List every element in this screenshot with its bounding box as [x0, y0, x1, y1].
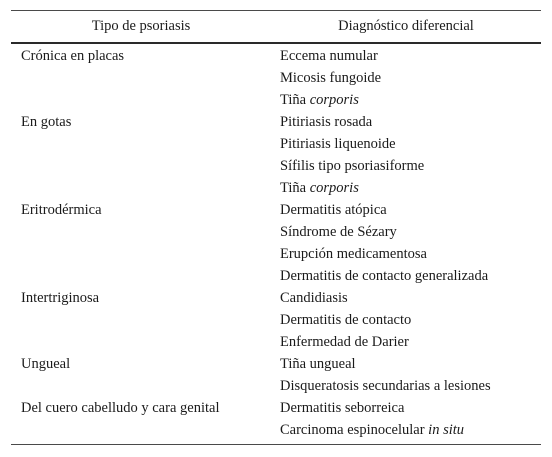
- differential-diagnosis-cell: [269, 202, 541, 219]
- diagnosis-italic-text: in situ: [428, 421, 465, 438]
- diagnosis-text: Dermatitis de contacto generalizada: [280, 267, 489, 284]
- table-row: [11, 309, 541, 331]
- table-row: [11, 287, 541, 309]
- diagnosis-text: Disqueratosis secundarias a lesiones: [280, 377, 491, 394]
- table-row: [11, 67, 541, 89]
- psoriasis-type-cell: [11, 114, 269, 131]
- psoriasis-type-text: Crónica en placas: [21, 47, 125, 64]
- table-row: [11, 331, 541, 353]
- differential-diagnosis-cell: [269, 246, 541, 263]
- psoriasis-type-text: Ungueal: [21, 355, 71, 372]
- differential-diagnosis-cell: [269, 180, 541, 197]
- differential-diagnosis-cell: [269, 290, 541, 307]
- table-row: [11, 111, 541, 133]
- table-row: [11, 177, 541, 199]
- table-row: [11, 397, 541, 419]
- psoriasis-type-text: Intertriginosa: [21, 289, 100, 306]
- differential-diagnosis-cell: [269, 92, 541, 109]
- differential-diagnosis-cell: [269, 334, 541, 351]
- differential-diagnosis-cell: [269, 158, 541, 175]
- differential-diagnosis-table: [11, 10, 541, 445]
- diagnosis-text: Sífilis tipo psoriasiforme: [280, 157, 425, 174]
- diagnosis-text: Pitiriasis rosada: [280, 113, 373, 130]
- table-body: [11, 44, 541, 444]
- psoriasis-type-text: En gotas: [21, 113, 72, 130]
- table-row: [11, 89, 541, 111]
- psoriasis-type-cell: [11, 202, 269, 219]
- diagnosis-text: Tiña: [280, 179, 310, 196]
- differential-diagnosis-cell: [269, 356, 541, 373]
- psoriasis-type-text: Del cuero cabelludo y cara genital: [21, 399, 220, 416]
- diagnosis-text: Dermatitis de contacto: [280, 311, 412, 328]
- diagnosis-italic-text: corporis: [309, 91, 359, 108]
- diagnosis-text: Tiña ungueal: [280, 355, 356, 372]
- diagnosis-text: Micosis fungoide: [280, 69, 382, 86]
- differential-diagnosis-cell: [269, 70, 541, 87]
- diagnosis-text: Síndrome de Sézary: [280, 223, 397, 240]
- table-row: [11, 419, 541, 441]
- diagnosis-text: Dermatitis seborreica: [280, 399, 405, 416]
- table-header-row: [11, 11, 541, 42]
- header-differential-diagnosis: Diagnóstico diferencial: [338, 18, 474, 34]
- diagnosis-text: Carcinoma espinocelular: [280, 421, 429, 438]
- diagnosis-text: Dermatitis atópica: [280, 201, 387, 218]
- table-row: [11, 155, 541, 177]
- diagnosis-text: Erupción medicamentosa: [280, 245, 427, 262]
- psoriasis-type-cell: [11, 400, 269, 417]
- diagnosis-text: Tiña: [280, 91, 310, 108]
- diagnosis-text: Pitiriasis liquenoide: [280, 135, 396, 152]
- diagnosis-text: Eccema numular: [280, 47, 378, 64]
- table-row: [11, 265, 541, 287]
- differential-diagnosis-cell: [269, 48, 541, 65]
- psoriasis-type-cell: [11, 290, 269, 307]
- differential-diagnosis-cell: [269, 400, 541, 417]
- psoriasis-type-cell: [11, 356, 269, 373]
- table-row: [11, 375, 541, 397]
- header-psoriasis-type: Tipo de psoriasis: [91, 18, 191, 34]
- differential-diagnosis-cell: [269, 268, 541, 285]
- table-row: [11, 353, 541, 375]
- table-row: [11, 133, 541, 155]
- differential-diagnosis-cell: [269, 312, 541, 329]
- table-row: [11, 45, 541, 67]
- differential-diagnosis-cell: [269, 378, 541, 395]
- diagnosis-italic-text: corporis: [309, 179, 359, 196]
- differential-diagnosis-cell: [269, 136, 541, 153]
- differential-diagnosis-cell: [269, 224, 541, 241]
- table-bottom-rule: [11, 444, 541, 445]
- table-row: [11, 243, 541, 265]
- differential-diagnosis-cell: [269, 422, 541, 439]
- table-row: [11, 221, 541, 243]
- diagnosis-text: Enfermedad de Darier: [280, 333, 409, 350]
- diagnosis-text: Candidiasis: [280, 289, 348, 306]
- psoriasis-type-cell: [11, 48, 269, 65]
- differential-diagnosis-cell: [269, 114, 541, 131]
- psoriasis-type-text: Eritrodérmica: [21, 201, 102, 218]
- table-row: [11, 199, 541, 221]
